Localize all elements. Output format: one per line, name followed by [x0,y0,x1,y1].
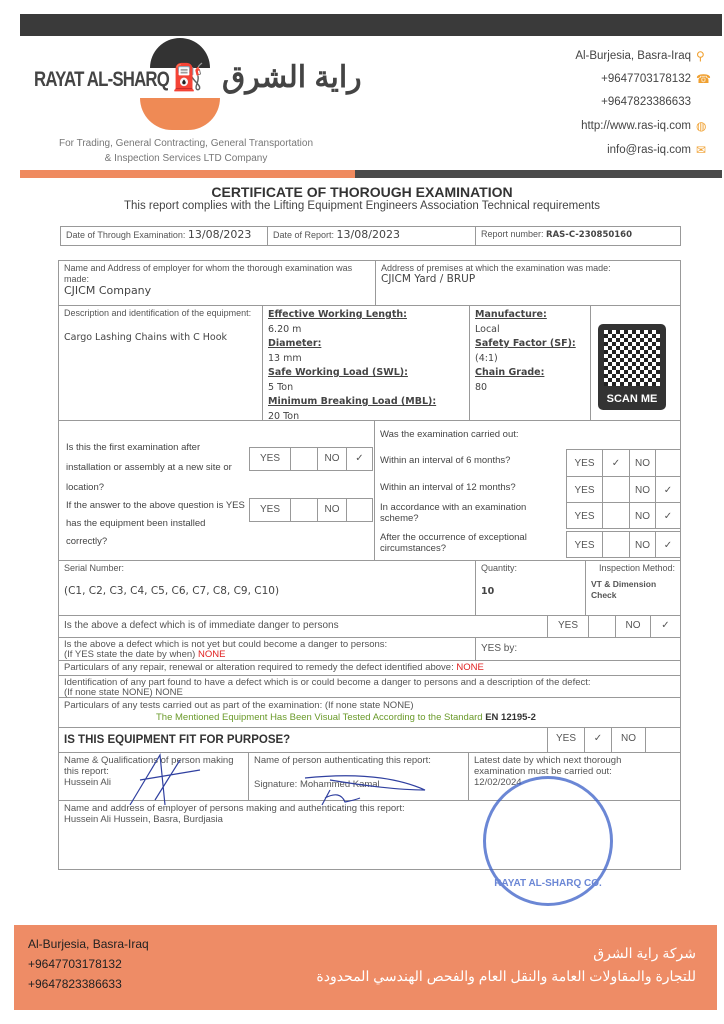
no-box[interactable]: NO [629,502,656,529]
label: Diameter: [268,338,322,349]
tests-value: The Mentioned Equipment Has Been Visual Tested According to the Standard [156,712,483,723]
premises-cell [375,260,681,306]
footer-phone: +9647703178132 [28,957,122,971]
top-bar [20,14,722,36]
question-exceptional: After the occurrence of exceptional circumstances? [380,532,527,554]
no-check[interactable]: ✓ [346,447,373,471]
label: Particulars of any repair, renewal or alteration required to remedy the defect identified above: [64,662,454,673]
no-box[interactable]: NO [629,531,656,558]
value: 13 mm [268,352,302,364]
label: Identification of any part found to have a defect which is or could become a danger to persons and a description of the defect: [64,677,591,688]
yes-box[interactable]: YES [566,476,603,503]
equipment-desc: Cargo Lashing Chains with C Hook [64,332,228,343]
no-box[interactable]: NO [317,498,347,522]
question-scheme: In accordance with an examination scheme? [380,502,527,524]
label: (If YES state the date by when) [64,649,196,660]
tagline [36,136,336,166]
label: Name and Address of employer for whom the thorough examination was made: [64,263,353,284]
yes-box[interactable]: YES [249,447,291,471]
footer-address: Al-Burjesia, Basra-Iraq [28,937,149,951]
tagline-line: For Trading, General Contracting, General Transportation [58,138,314,149]
yes-box[interactable]: YES [566,531,603,558]
orange-band [20,170,355,178]
contact-text: Al-Burjesia, Basra-Iraq [575,50,691,62]
no-box[interactable]: NO [615,615,651,638]
could-become-danger [58,637,476,661]
contact-website[interactable] [581,120,708,132]
label: Quantity: [481,563,518,573]
label: Name & Qualifications of person making this report: [64,755,234,777]
no-check[interactable] [645,727,681,753]
no-check[interactable] [655,449,681,477]
contact-phone [601,72,711,86]
gear-bottom-icon [140,98,220,130]
none-value: NONE [456,662,484,673]
employer-cell [58,260,376,306]
dark-band [355,170,722,178]
label: Serial Number: [64,563,125,573]
label: Effective Working Length: [268,309,407,320]
serial-cell [58,560,476,616]
no-check[interactable]: ✓ [655,476,681,503]
label: Date of Report: [273,230,335,240]
report-number: RAS-C-230850160 [546,230,633,240]
signature-kamal [300,770,440,810]
standard: EN 12195-2 [485,712,536,723]
equipment-desc-cell [58,305,263,421]
value: 6.20 m [268,323,302,335]
equipment-specs-cell [262,305,470,421]
identification-row [58,675,681,698]
yes-check[interactable] [602,531,630,558]
quantity: 10 [481,586,495,597]
tests-row [58,697,681,728]
yes-check[interactable]: ✓ [584,727,612,753]
page-title: CERTIFICATE OF THOROUGH EXAMINATION [211,184,513,200]
no-check[interactable] [346,498,373,522]
value: 20 Ton [268,410,300,422]
value: (4:1) [475,352,498,364]
yes-check[interactable] [602,502,630,529]
stamp-text: RAYAT AL-SHARQ CO. [494,878,602,889]
no-check[interactable]: ✓ [655,502,681,529]
label: Name of person authenticating this report: [254,755,431,766]
label: Report number: [481,229,544,239]
report-number-cell [475,226,681,246]
label: Is the above a defect which is not yet but could become a danger to persons: [64,639,388,650]
report-date-cell [267,226,476,246]
label: Chain Grade: [475,367,545,378]
envelope-icon: ✉ [696,143,707,157]
no-check[interactable]: ✓ [655,531,681,558]
next-exam-date: 12/02/2024 [474,777,522,788]
premises: CJICM Yard / BRUP [381,273,476,285]
yes-check[interactable]: ✓ [602,449,630,477]
method: VT & Dimension Check [591,579,657,600]
contact-address [575,50,708,62]
tagline-line: & Inspection Services LTD Company [104,153,268,164]
contact-text[interactable]: http://www.ras-iq.com [581,120,691,132]
exam-date-cell [60,226,268,246]
no-box[interactable]: NO [629,476,656,503]
serial-numbers: (C1, C2, C3, C4, C5, C6, C7, C8, C9, C10) [64,585,280,597]
contact-phone-2 [601,96,691,108]
contact-email[interactable] [607,144,708,156]
report-date: 13/08/2023 [336,228,400,241]
exam-date: 13/08/2023 [187,228,252,241]
yes-check[interactable] [290,498,318,522]
no-check[interactable]: ✓ [650,615,681,638]
label: Address of premises at which the examination was made: [381,263,611,273]
label: Manufacture: [475,309,547,320]
contact-text[interactable]: info@ras-iq.com [607,144,691,156]
yes-box[interactable]: YES [547,615,589,638]
maker-name: Hussein Ali [64,777,111,788]
yes-box[interactable]: YES [547,727,585,753]
label: Minimum Breaking Load (MBL): [268,396,437,407]
value: Local [475,323,500,335]
label: Latest date by which next thorough examination must be carried out: [474,755,622,777]
no-box[interactable]: NO [629,449,656,477]
label: Description and identification of the equipment: [64,308,252,318]
no-box[interactable]: NO [317,447,347,471]
yes-by: YES by: [475,637,681,661]
page-subtitle: This report complies with the Lifting Equipment Engineers Association Technical requirements [123,200,600,212]
location-pin-icon: ⚲ [696,49,705,63]
footer-tagline-ar: للتجارة والمقاولات العامة والنقل العام والفحص الهندسي المحدودة [316,968,696,984]
footer-phone: +9647823386633 [28,977,122,991]
fit-for-purpose-question: IS THIS EQUIPMENT FIT FOR PURPOSE? [58,727,548,753]
repair-row [58,660,681,676]
signature-hussein [120,750,230,810]
oil-derrick-icon: ⛽ [172,62,205,92]
no-box[interactable]: NO [611,727,646,753]
label: Particulars of any tests carried out as part of the examination: (If none state NONE) [64,700,414,711]
qr-pattern [604,330,660,386]
yes-check[interactable] [588,615,616,638]
yes-box[interactable]: YES [566,449,603,477]
quantity-cell [475,560,586,616]
label: Date of Through Examination: [66,230,186,240]
label: Inspection Method: [598,563,675,573]
yes-check[interactable] [290,447,318,471]
label: Name and address of employer of persons making and authenticating this report: [64,803,405,814]
logo-text-en: RAYAT AL-SHARQ [34,68,170,91]
carried-out-label: Was the examination carried out: [380,429,519,440]
none-value: NONE [197,649,226,660]
contact-text: +9647703178132 [601,73,691,85]
label: Safe Working Load (SWL): [268,367,408,378]
authenticator-name: Signature: Mohammed Kamal [254,779,380,790]
globe-icon: ◍ [696,119,707,133]
yes-box[interactable]: YES [566,502,603,529]
equipment-specs-2-cell [469,305,591,421]
scan-me-label: SCAN ME [606,393,658,405]
question-6-months: Within an interval of 6 months? [380,455,511,466]
yes-box[interactable]: YES [249,498,291,522]
question-first-exam: Is this the first examination after installation or assembly at a new site or location? [66,442,232,493]
company-stamp [483,776,613,906]
question-12-months: Within an interval of 12 months? [380,482,516,493]
phone-icon: ☎ [696,72,711,86]
method-cell [585,560,681,616]
immediate-danger-question: Is the above a defect which is of immediate danger to persons [58,615,548,638]
question-installed: If the answer to the above question is YES has the equipment been installed correctly? [66,500,245,547]
value: 80 [475,381,488,393]
value: 5 Ton [268,381,294,393]
yes-check[interactable] [602,476,630,503]
contact-text: +9647823386633 [601,96,691,108]
label: Safety Factor (SF): [475,338,576,349]
value: (If none state NONE) NONE [64,687,183,698]
logo-text-ar: راية الشرق [222,61,362,94]
employer-of-persons: Hussein Ali Hussein, Basra, Burdjasia [64,814,223,825]
footer-company-ar: شركة راية الشرق [593,945,696,961]
employer-name: CJICM Company [64,284,152,297]
